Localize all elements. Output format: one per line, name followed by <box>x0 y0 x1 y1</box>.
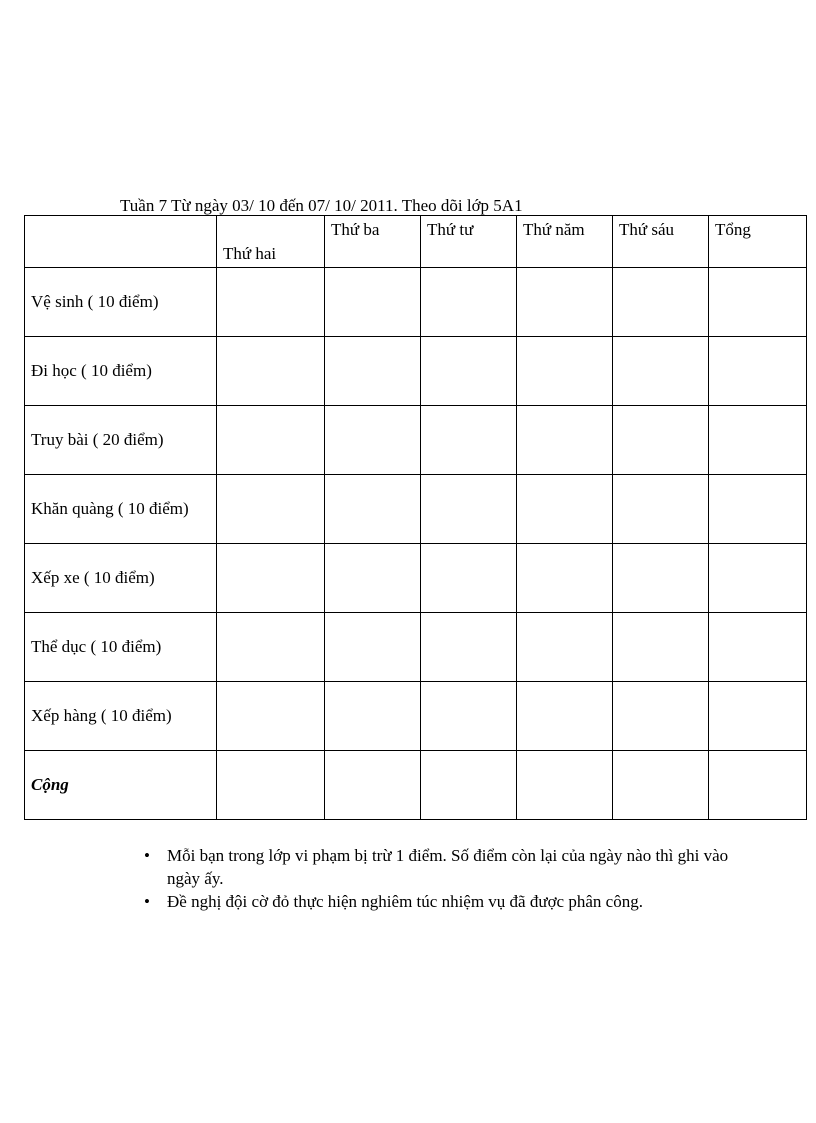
score-cell <box>517 406 613 475</box>
column-header-tuesday: Thứ ba <box>325 216 421 268</box>
score-cell <box>517 268 613 337</box>
score-cell <box>613 406 709 475</box>
score-cell <box>709 475 807 544</box>
table-row <box>25 337 807 406</box>
column-header-wednesday: Thứ tư <box>421 216 517 268</box>
note-item <box>142 844 742 890</box>
table-row <box>25 268 807 337</box>
criterion-label: Khăn quàng ( 10 điểm) <box>25 475 217 544</box>
score-cell <box>421 268 517 337</box>
table-row <box>25 682 807 751</box>
table-header-row <box>25 216 807 268</box>
score-cell <box>613 682 709 751</box>
criterion-label: Vệ sinh ( 10 điểm) <box>25 268 217 337</box>
score-cell <box>421 613 517 682</box>
total-label: Cộng <box>25 751 217 820</box>
score-cell <box>325 337 421 406</box>
bullet-icon: • <box>144 846 150 865</box>
table-row <box>25 475 807 544</box>
score-cell <box>217 682 325 751</box>
score-cell <box>709 406 807 475</box>
score-cell <box>709 337 807 406</box>
score-cell <box>613 544 709 613</box>
criterion-label: Xếp hàng ( 10 điểm) <box>25 682 217 751</box>
score-cell <box>325 613 421 682</box>
score-cell <box>613 613 709 682</box>
table-row <box>25 544 807 613</box>
score-cell <box>517 682 613 751</box>
score-cell <box>217 613 325 682</box>
score-cell <box>421 406 517 475</box>
score-cell <box>325 406 421 475</box>
score-cell <box>613 751 709 820</box>
note-text: Đề nghị đội cờ đỏ thực hiện nghiêm túc nhiệm vụ đã được phân công. <box>167 892 643 911</box>
table-row <box>25 406 807 475</box>
score-cell <box>613 337 709 406</box>
notes-list <box>142 844 742 913</box>
score-cell <box>421 544 517 613</box>
bullet-icon: • <box>144 892 150 911</box>
score-cell <box>421 751 517 820</box>
criterion-label: Xếp xe ( 10 điểm) <box>25 544 217 613</box>
score-cell <box>517 751 613 820</box>
score-cell <box>217 751 325 820</box>
note-text: Mỗi bạn trong lớp vi phạm bị trừ 1 điểm. Số điểm còn lại của ngày nào thì ghi vào ngày ấy. <box>167 846 729 888</box>
criterion-label: Truy bài ( 20 điểm) <box>25 406 217 475</box>
total-row <box>25 751 807 820</box>
score-cell <box>517 613 613 682</box>
score-cell <box>517 337 613 406</box>
criterion-label: Đi học ( 10 điểm) <box>25 337 217 406</box>
score-cell <box>325 682 421 751</box>
score-cell <box>613 268 709 337</box>
column-header-total: Tổng <box>709 216 807 268</box>
score-cell <box>217 268 325 337</box>
score-cell <box>217 475 325 544</box>
score-cell <box>325 475 421 544</box>
score-cell <box>517 475 613 544</box>
table-row <box>25 613 807 682</box>
page-title: Tuần 7 Từ ngày 03/ 10 đến 07/ 10/ 2011. Theo dõi lớp 5A1 <box>120 196 523 215</box>
score-cell <box>709 268 807 337</box>
column-header-thursday: Thứ năm <box>517 216 613 268</box>
score-cell <box>709 682 807 751</box>
score-cell <box>613 475 709 544</box>
score-cell <box>709 544 807 613</box>
note-item <box>142 890 742 913</box>
score-cell <box>325 544 421 613</box>
score-cell <box>217 337 325 406</box>
column-header-friday: Thứ sáu <box>613 216 709 268</box>
score-cell <box>421 475 517 544</box>
score-cell <box>217 544 325 613</box>
criterion-label: Thể dục ( 10 điểm) <box>25 613 217 682</box>
score-cell <box>421 682 517 751</box>
score-cell <box>325 751 421 820</box>
score-cell <box>709 613 807 682</box>
corner-cell <box>25 216 217 268</box>
score-cell <box>517 544 613 613</box>
score-cell <box>325 268 421 337</box>
column-header-monday: Thứ hai <box>217 216 325 268</box>
score-cell <box>217 406 325 475</box>
notes-section <box>142 844 742 913</box>
score-cell <box>709 751 807 820</box>
score-table <box>24 215 807 820</box>
score-cell <box>421 337 517 406</box>
